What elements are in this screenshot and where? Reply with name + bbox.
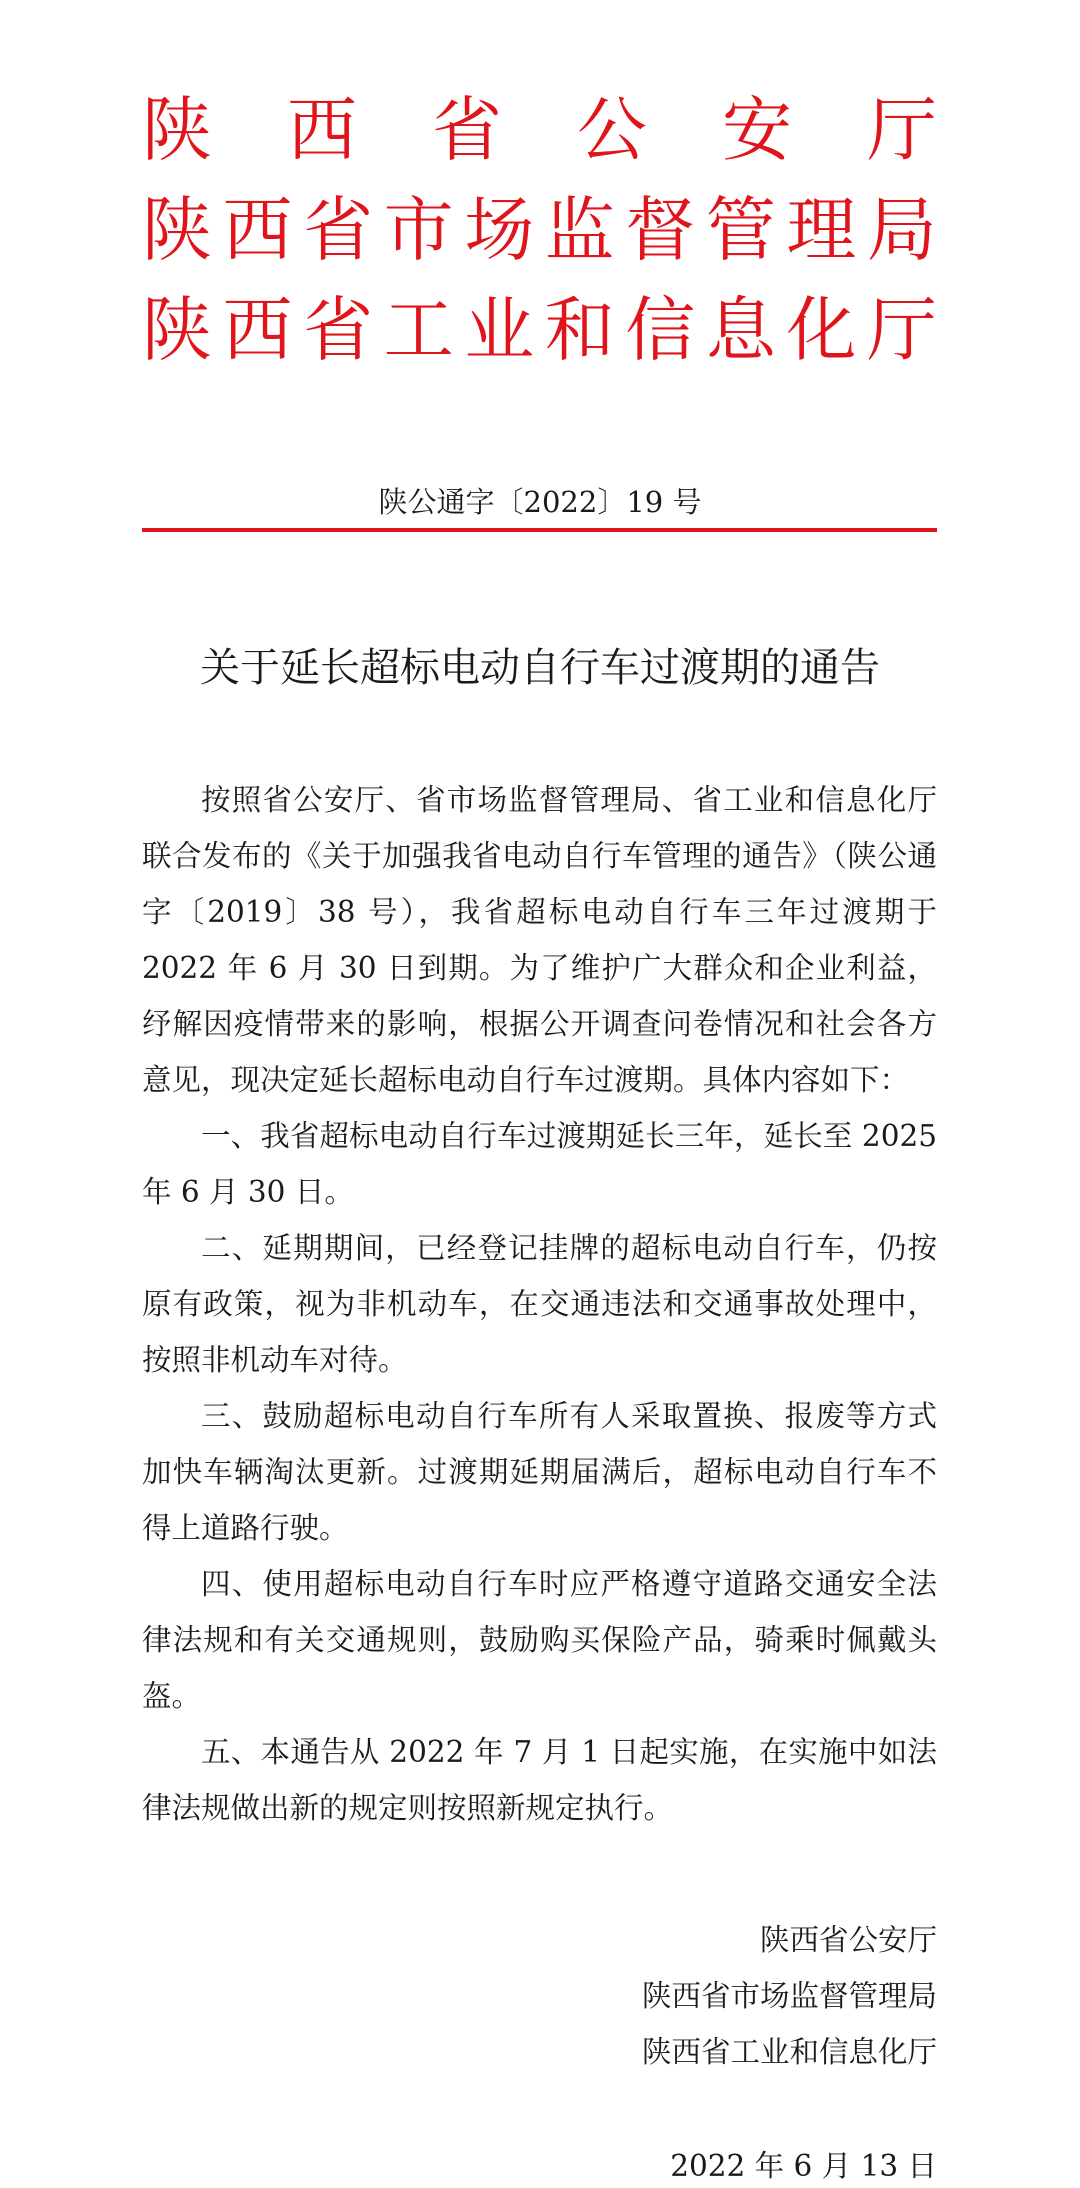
header-char: 工 xyxy=(383,289,454,371)
body-paragraph-item-3: 三、鼓励超标电动自行车所有人采取置换、报废等方式加快车辆淘汰更新。过渡期延期届满后，超标电动自行车不得上道路行驶。 xyxy=(142,1399,937,1545)
header-char: 理 xyxy=(786,189,857,271)
body-paragraph-item-5: 五、本通告从 2022 年 7 月 1 日起实施，在实施中如法律法规做出新的规定则按照新规定执行。 xyxy=(142,1735,937,1825)
header-char: 监 xyxy=(544,189,615,271)
header-char: 厅 xyxy=(866,289,937,371)
header-char: 市 xyxy=(383,189,454,271)
signature-block xyxy=(417,1912,937,2080)
header-char: 陕 xyxy=(142,189,212,271)
document-number: 陕公通字〔2022〕19 号 xyxy=(378,485,702,519)
header-char: 省 xyxy=(432,89,502,171)
body-paragraph-item-2: 二、延期期间，已经登记挂牌的超标电动自行车，仍按原有政策，视为非机动车，在交通违法和交通事故处理中，按照非机动车对待。 xyxy=(142,1231,937,1377)
header-char: 管 xyxy=(705,189,776,271)
signatory-market-regulation: 陕西省市场监督管理局 xyxy=(641,1979,937,2013)
signatory-industry-it: 陕西省工业和信息化厅 xyxy=(641,2035,937,2069)
header-char: 息 xyxy=(705,289,776,371)
header-char: 陕 xyxy=(142,89,212,171)
header-char: 省 xyxy=(303,189,374,271)
body-paragraph-intro: 按照省公安厅、省市场监督管理局、省工业和信息化厅联合发布的《关于加强我省电动自行车管理的通告》（陕公通字〔2019〕38 号），我省超标电动自行车三年过渡期于 2022 年 6 月 30 日到期。为了维护广大群众和企业利益，纾解因疫情带来的影响，根据公开调查问卷情况和社会各方意见，现决定延长超标电动自行车过渡期。具体内容如下： xyxy=(142,783,937,1097)
header-char: 信 xyxy=(625,289,696,371)
header-char: 化 xyxy=(786,289,857,371)
header-char: 场 xyxy=(464,189,535,271)
header-line-market-regulation xyxy=(142,180,937,280)
header-char: 公 xyxy=(577,89,647,171)
header-char: 安 xyxy=(722,89,792,171)
header-char: 督 xyxy=(625,189,696,271)
header-char: 和 xyxy=(544,289,615,371)
header-char: 陕 xyxy=(142,289,212,371)
header-char: 省 xyxy=(303,289,374,371)
header-char: 西 xyxy=(222,289,293,371)
header-line-public-security xyxy=(142,80,937,180)
header-char: 西 xyxy=(287,89,357,171)
header-line-industry-it xyxy=(142,280,937,380)
notice-title: 关于延长超标电动自行车过渡期的通告 xyxy=(200,645,880,691)
red-divider xyxy=(142,528,937,532)
notice-body xyxy=(142,772,937,1836)
issue-date: 2022 年 6 月 13 日 xyxy=(670,2149,937,2183)
body-paragraph-item-4: 四、使用超标电动自行车时应严格遵守道路交通安全法律法规和有关交通规则，鼓励购买保险产品，骑乘时佩戴头盔。 xyxy=(142,1567,937,1713)
header-char: 业 xyxy=(464,289,535,371)
header-char: 局 xyxy=(866,189,937,271)
body-paragraph-item-1: 一、我省超标电动自行车过渡期延长三年，延长至 2025 年 6 月 30 日。 xyxy=(142,1119,937,1209)
header-char: 厅 xyxy=(867,89,937,171)
header-char: 西 xyxy=(222,189,293,271)
signatory-public-security: 陕西省公安厅 xyxy=(759,1923,937,1957)
